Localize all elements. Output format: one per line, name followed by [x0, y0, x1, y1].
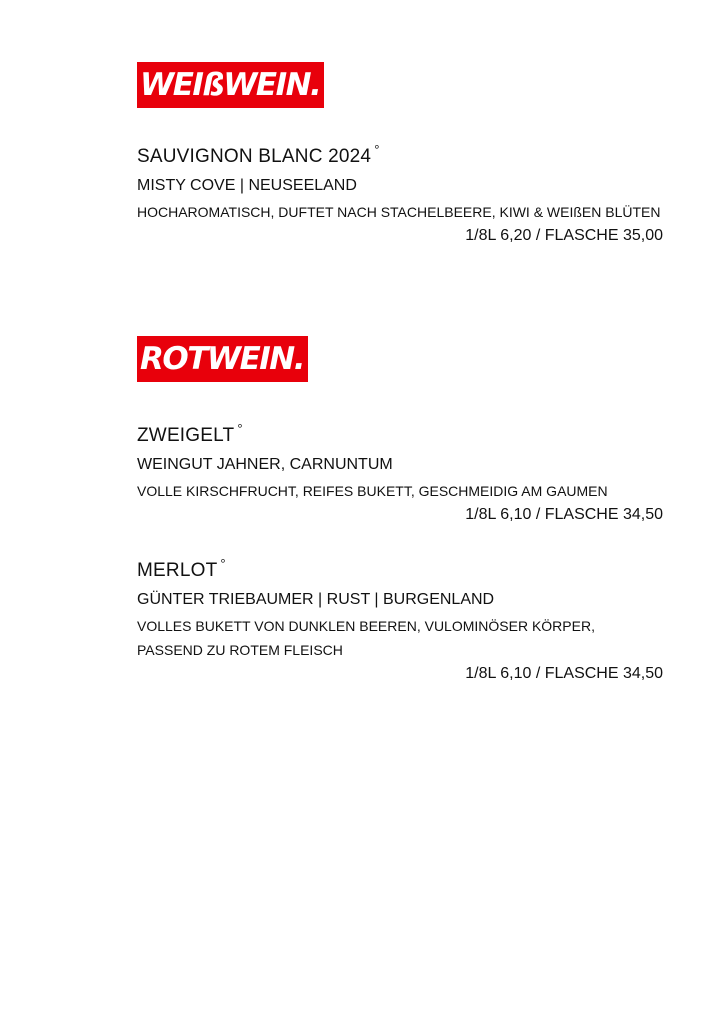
wine-name	[137, 556, 663, 584]
section-title-weisswein: WEIßWEIN.	[137, 62, 324, 108]
wine-producer: WEINGUT JAHNER, CARNUNTUM	[137, 456, 393, 473]
wine-producer: GÜNTER TRIEBAUMER | RUST | BURGENLAND	[137, 591, 495, 608]
wine-description: HOCHAROMATISCH, DUFTET NACH STACHELBEERE, KIWI & WEIßEN BLÜTEN	[137, 204, 661, 220]
wine-name-text: ZWEIGELT	[137, 425, 235, 446]
wine-marker: °	[374, 142, 380, 157]
wine-description: VOLLES BUKETT VON DUNKLEN BEEREN, VULOMINÖSER KÖRPER, PASSEND ZU ROTEM FLEISCH	[137, 618, 595, 658]
wine-price: 1/8L 6,10 / FLASCHE 34,50	[465, 506, 663, 523]
wine-item-zweigelt	[137, 421, 663, 525]
wine-price: 1/8L 6,10 / FLASCHE 34,50	[465, 665, 663, 682]
wine-name	[137, 421, 663, 449]
wine-item-sauvignon-blanc	[137, 142, 663, 246]
wine-marker: °	[237, 421, 243, 436]
wine-description: VOLLE KIRSCHFRUCHT, REIFES BUKETT, GESCHMEIDIG AM GAUMEN	[137, 483, 608, 499]
wine-marker: °	[220, 556, 226, 571]
wine-item-merlot	[137, 556, 663, 684]
wine-name-text: MERLOT	[137, 560, 218, 581]
wine-name-text: SAUVIGNON BLANC 2024	[137, 146, 372, 167]
wine-producer: MISTY COVE | NEUSEELAND	[137, 177, 357, 194]
wine-price: 1/8L 6,20 / FLASCHE 35,00	[465, 227, 663, 244]
section-title-rotwein: ROTWEIN.	[137, 336, 308, 382]
wine-name	[137, 142, 663, 170]
